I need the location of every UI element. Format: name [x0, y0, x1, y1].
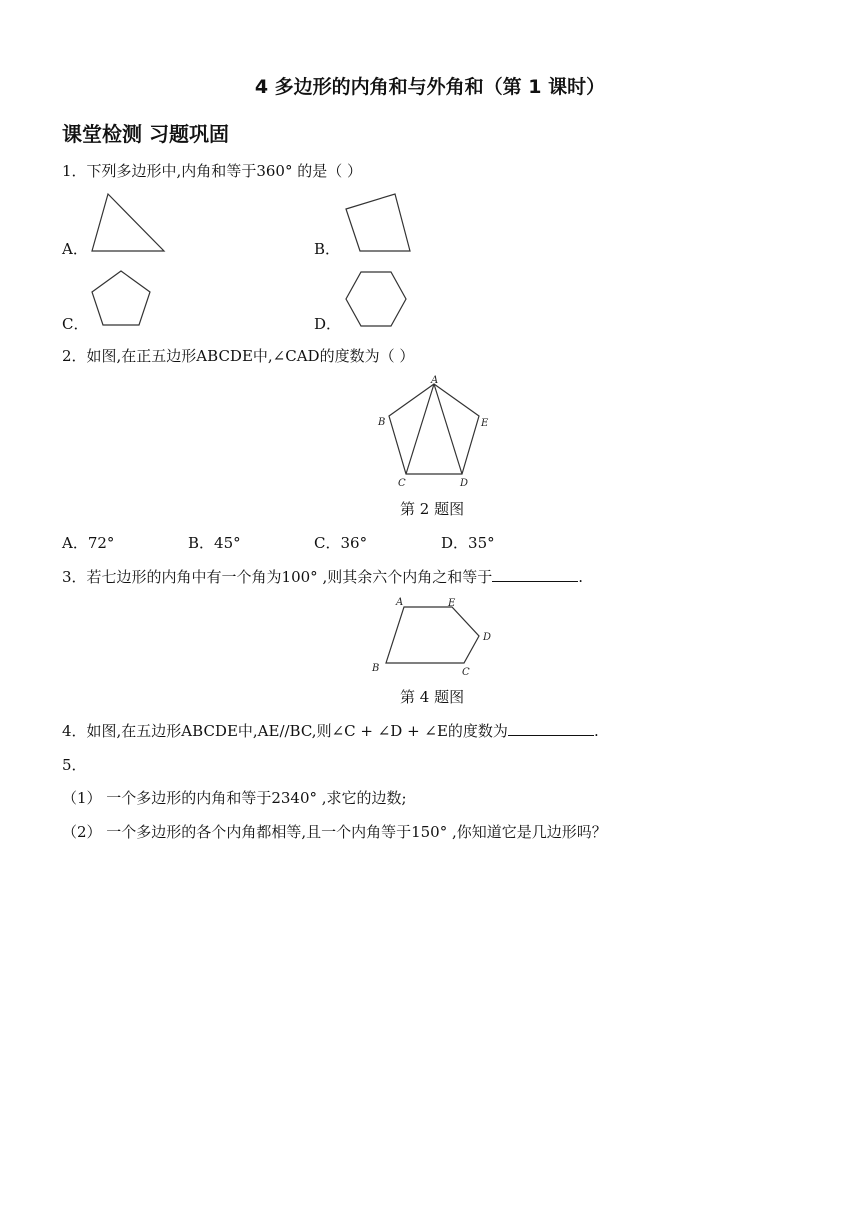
q4-end: .: [593, 722, 599, 740]
q3-stem-text: 3．若七边形的内角中有一个角为100° ,则其余六个内角之和等于: [62, 568, 493, 586]
q1-option-d-label: D．: [314, 315, 342, 333]
q1-option-c-pentagon: [86, 266, 156, 330]
question-5-part-1: （1） 一个多边形的内角和等于2340° ,求它的边数;: [62, 789, 407, 807]
q4-label-e: E: [448, 598, 456, 609]
q4-label-a: A: [396, 597, 404, 608]
q4-answer-blank: [508, 721, 594, 736]
q4-pentagon-figure: [366, 592, 502, 680]
q2-caption: 第 2 题图: [400, 500, 465, 518]
question-4-stem: [62, 720, 599, 741]
q4-label-c: C: [462, 667, 470, 678]
question-1-stem: 1．下列多边形中,内角和等于360° 的是（ ）: [62, 162, 362, 180]
q4-label-d: D: [483, 632, 492, 643]
q1-option-b-label: B．: [314, 240, 341, 258]
q2-option-a: A．72°: [62, 534, 115, 552]
question-5-number: 5．: [62, 756, 87, 774]
q3-end: .: [578, 568, 583, 586]
page-title: 4 多边形的内角和与外角和（第 1 课时）: [254, 76, 606, 98]
q1-option-a-label: A．: [62, 240, 88, 258]
question-3-stem: [62, 566, 583, 587]
q2-pentagon-figure: [372, 374, 496, 490]
q4-stem-text: 4．如图,在五边形ABCDE中,AE//BC,则∠C + ∠D + ∠E的度数为: [62, 722, 508, 740]
question-5-part-2: （2） 一个多边形的各个内角都相等,且一个内角等于150° ,你知道它是几边形吗？: [62, 823, 607, 841]
q2-option-c: C．36°: [314, 534, 368, 552]
q2-option-d: D．35°: [441, 534, 495, 552]
q2-label-e: E: [481, 418, 489, 429]
section-heading: 课堂检测 习题巩固: [62, 122, 229, 146]
q1-option-b-quadrilateral: [340, 190, 416, 256]
q2-label-b: B: [378, 417, 386, 428]
question-2-stem: 2．如图,在正五边形ABCDE中,∠CAD的度数为（ ）: [62, 347, 415, 365]
q1-option-a-triangle: [86, 190, 170, 256]
q1-option-d-hexagon: [340, 266, 412, 330]
q4-caption: 第 4 题图: [400, 688, 465, 706]
q3-answer-blank: [492, 567, 578, 582]
q2-label-a: A: [431, 375, 439, 386]
q2-label-d: D: [460, 478, 469, 489]
q4-label-b: B: [372, 663, 380, 674]
q2-option-b: B．45°: [188, 534, 241, 552]
q2-label-c: C: [398, 478, 406, 489]
q1-option-c-label: C．: [62, 315, 89, 333]
